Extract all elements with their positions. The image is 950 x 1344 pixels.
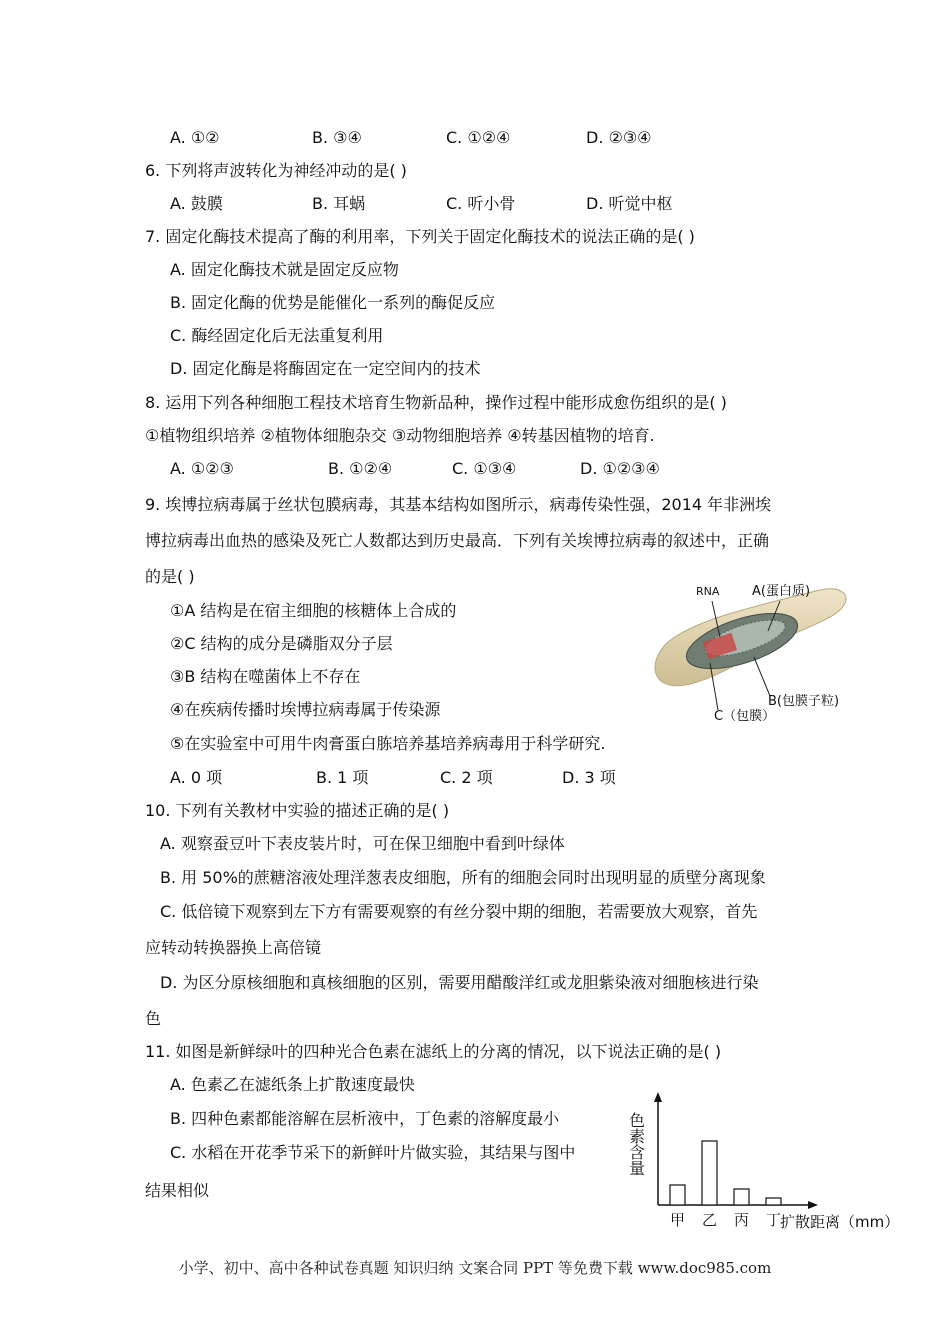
- q10-option-c-line2: 应转动转换器换上高倍镜: [145, 938, 322, 957]
- q9-item-5: ⑤在实验室中可用牛肉膏蛋白胨培养基培养病毒用于科学研究.: [170, 734, 606, 753]
- q9-option-d: D. 3 项: [562, 768, 616, 787]
- q10-option-c-line1: C. 低倍镜下观察到左下方有需要观察的有丝分裂中期的细胞，若需要放大观察，首先: [160, 902, 758, 921]
- q9-option-a: A. 0 项: [170, 768, 223, 787]
- q8-option-b: B. ①②④: [328, 459, 393, 478]
- q7-option-c: C. 酶经固定化后无法重复利用: [170, 326, 384, 345]
- chart-xlabel: 扩散距离（mm）: [780, 1213, 900, 1231]
- category-label: 甲: [670, 1211, 686, 1229]
- q9-option-c: C. 2 项: [440, 768, 493, 787]
- bar-乙: [702, 1141, 717, 1205]
- q6-option-b: B. 耳蜗: [312, 194, 366, 213]
- q11-stem: 11. 如图是新鲜绿叶的四种光合色素在滤纸上的分离的情况，以下说法正确的是( ): [145, 1042, 722, 1061]
- label-rna: RNA: [696, 585, 720, 598]
- pigment-chart: [620, 1090, 910, 1240]
- x-axis-arrow: [808, 1201, 818, 1209]
- q9-stem-line2: 博拉病毒出血热的感染及死亡人数都达到历史最高．下列有关埃博拉病毒的叙述中，正确: [145, 531, 770, 550]
- bar-甲: [670, 1185, 685, 1205]
- bar-丙: [734, 1189, 749, 1205]
- page-footer: 小学、初中、高中各种试卷真题 知识归纳 文案合同 PPT 等免费下载 www.doc985.com: [178, 1259, 772, 1277]
- q8-stem: 8. 运用下列各种细胞工程技术培育生物新品种，操作过程中能形成愈伤组织的是( ): [145, 393, 727, 412]
- label-b: B(包膜子粒): [768, 694, 840, 709]
- q8-option-c: C. ①③④: [452, 459, 517, 478]
- q9-item-2: ②C 结构的成分是磷脂双分子层: [170, 634, 393, 653]
- q9-stem-line1: 9. 埃博拉病毒属于丝状包膜病毒，其基本结构如图所示，病毒传染性强，2014 年非洲埃: [145, 495, 772, 514]
- q10-option-a: A. 观察蚕豆叶下表皮装片时，可在保卫细胞中看到叶绿体: [160, 834, 565, 853]
- category-label: 乙: [702, 1211, 718, 1229]
- q9-option-b: B. 1 项: [316, 768, 369, 787]
- y-axis-arrow: [654, 1092, 662, 1102]
- q6-option-c: C. 听小骨: [446, 194, 516, 213]
- q10-option-b: B. 用 50%的蔗糖溶液处理洋葱表皮细胞，所有的细胞会同时出现明显的质壁分离现象: [160, 868, 766, 887]
- q7-option-d: D. 固定化酶是将酶固定在一定空间内的技术: [170, 359, 481, 378]
- q7-stem: 7. 固定化酶技术提高了酶的利用率，下列关于固定化酶技术的说法正确的是( ): [145, 227, 695, 246]
- q11-option-c-line2: 结果相似: [145, 1181, 210, 1200]
- q11-option-a: A. 色素乙在滤纸条上扩散速度最快: [170, 1075, 415, 1094]
- chart-ylabel: 色素含量: [626, 1112, 646, 1176]
- label-a: A(蛋白质): [752, 584, 811, 599]
- q9-item-1: ①A 结构是在宿主细胞的核糖体上合成的: [170, 601, 457, 620]
- q10-option-d-line2: 色: [145, 1009, 162, 1028]
- q10-stem: 10. 下列有关教材中实验的描述正确的是( ): [145, 801, 450, 820]
- q9-item-4: ④在疾病传播时埃博拉病毒属于传染源: [170, 700, 441, 719]
- q5-option-a: A. ①②: [170, 128, 220, 147]
- category-label: 丙: [734, 1211, 750, 1229]
- ebola-virus-figure: [650, 575, 865, 725]
- q5-option-b: B. ③④: [312, 128, 362, 147]
- q5-option-c: C. ①②④: [446, 128, 511, 147]
- q7-option-a: A. 固定化酶技术就是固定反应物: [170, 260, 399, 279]
- q9-item-3: ③B 结构在噬菌体上不存在: [170, 667, 361, 686]
- q8-items: ①植物组织培养 ②植物体细胞杂交 ③动物细胞培养 ④转基因植物的培育.: [145, 426, 655, 445]
- q9-stem-line3: 的是( ): [145, 567, 195, 586]
- q5-option-d: D. ②③④: [586, 128, 652, 147]
- q6-option-d: D. 听觉中枢: [586, 194, 673, 213]
- q11-option-b: B. 四种色素都能溶解在层析液中，丁色素的溶解度最小: [170, 1109, 560, 1128]
- q10-option-d-line1: D. 为区分原核细胞和真核细胞的区别，需要用醋酸洋红或龙胆紫染液对细胞核进行染: [160, 973, 759, 992]
- bar-丁: [766, 1198, 781, 1205]
- q8-option-a: A. ①②③: [170, 459, 234, 478]
- q7-option-b: B. 固定化酶的优势是能催化一系列的酶促反应: [170, 293, 496, 312]
- label-c: C（包膜）: [714, 709, 776, 724]
- category-label: 丁: [766, 1211, 782, 1229]
- q11-option-c-line1: C. 水稻在开花季节采下的新鲜叶片做实验，其结果与图中: [170, 1143, 576, 1162]
- q6-stem: 6. 下列将声波转化为神经冲动的是( ): [145, 161, 407, 180]
- q6-option-a: A. 鼓膜: [170, 194, 223, 213]
- q8-option-d: D. ①②③④: [580, 459, 660, 478]
